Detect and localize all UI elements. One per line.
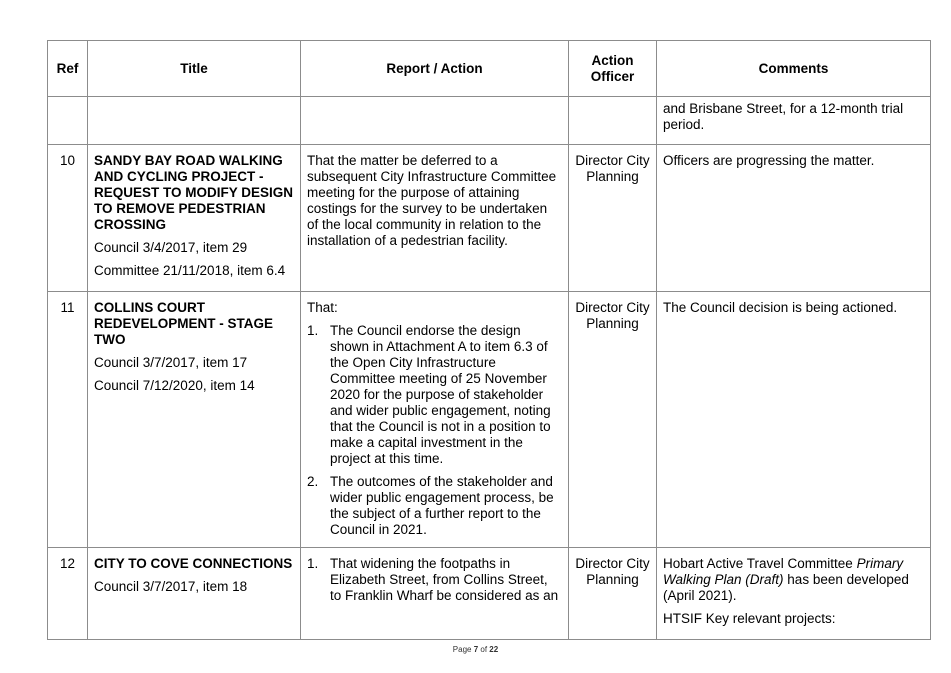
comments-cell — [657, 145, 931, 292]
list-item: 1. That widening the footpaths in Elizabeth Street, from Collins Street, to Franklin Wharf be considered as an — [307, 556, 559, 603]
header-ref: Ref — [48, 41, 88, 97]
continuation-comments: and Brisbane Street, for a 12-month trial period. — [663, 101, 904, 132]
report-text: That the matter be deferred to a subsequent City Infrastructure Committee meeting for the purpose of attaining costings for the survey to be undertaken of the local community in relation to the installation of a pedestrian facility. — [307, 153, 557, 248]
resolution-list — [307, 323, 562, 538]
header-title: Title — [88, 41, 301, 97]
header-report-action: Report / Action — [301, 41, 569, 97]
comments-cell — [657, 292, 931, 548]
header-action-officer: Action Officer — [569, 41, 657, 97]
item-reference: Council 7/12/2020, item 14 — [94, 378, 255, 393]
ref-cell: 10 — [48, 145, 88, 292]
table-row-continuation — [48, 97, 931, 145]
comment-text: Hobart Active Travel Committee Primary Walking Plan (Draft) has been developed (April 2021). — [663, 556, 909, 603]
report-intro: That: — [307, 300, 338, 315]
title-cell — [88, 292, 301, 548]
action-officer: Director City Planning — [575, 300, 650, 331]
continuation-comments-cell — [657, 97, 931, 145]
continuation-title-cell — [88, 97, 301, 145]
header-comments: Comments — [657, 41, 931, 97]
action-items-table — [47, 40, 931, 640]
comment-text: Officers are progressing the matter. — [663, 153, 875, 168]
table-header-row — [48, 41, 931, 97]
item-reference: Council 3/7/2017, item 17 — [94, 355, 248, 370]
page-footer: Page 7 of 22 — [452, 645, 499, 654]
item-reference: Council 3/7/2017, item 18 — [94, 579, 248, 594]
title-cell — [88, 548, 301, 640]
resolution-list — [307, 556, 562, 604]
officer-cell — [569, 145, 657, 292]
continuation-ref-cell — [48, 97, 88, 145]
table-row — [48, 548, 931, 640]
continuation-officer-cell — [569, 97, 657, 145]
item-reference: Council 3/4/2017, item 29 — [94, 240, 248, 255]
report-cell — [301, 548, 569, 640]
comments-cell — [657, 548, 931, 640]
continuation-report-cell — [301, 97, 569, 145]
table-row — [48, 292, 931, 548]
comment-text: HTSIF Key relevant projects: — [663, 611, 836, 626]
report-cell — [301, 292, 569, 548]
report-cell — [301, 145, 569, 292]
list-item: 1. The Council endorse the design shown in Attachment A to item 6.3 of the Open City Infrastructure Committee meeting of 25 November 2020 for the purpose of stakeholder and wider public engagement, noting that the Council is not in a position to make a capital investment in the project at this time. — [307, 323, 551, 466]
action-officer: Director City Planning — [575, 556, 650, 587]
item-title: COLLINS COURT REDEVELOPMENT - STAGE TWO — [94, 300, 274, 347]
officer-cell — [569, 292, 657, 548]
item-reference: Committee 21/11/2018, item 6.4 — [94, 263, 286, 278]
action-officer: Director City Planning — [575, 153, 650, 184]
officer-cell — [569, 548, 657, 640]
ref-cell: 12 — [48, 548, 88, 640]
item-title: SANDY BAY ROAD WALKING AND CYCLING PROJECT - REQUEST TO MODIFY DESIGN TO REMOVE PEDESTRIAN CROSSING — [94, 153, 294, 232]
title-cell — [88, 145, 301, 292]
ref-cell: 11 — [48, 292, 88, 548]
list-item: 2. The outcomes of the stakeholder and wider public engagement process, be the subject of a further report to the Council in 2021. — [307, 474, 554, 537]
item-title: CITY TO COVE CONNECTIONS — [94, 556, 293, 571]
comment-text: The Council decision is being actioned. — [663, 300, 898, 315]
table-row — [48, 145, 931, 292]
